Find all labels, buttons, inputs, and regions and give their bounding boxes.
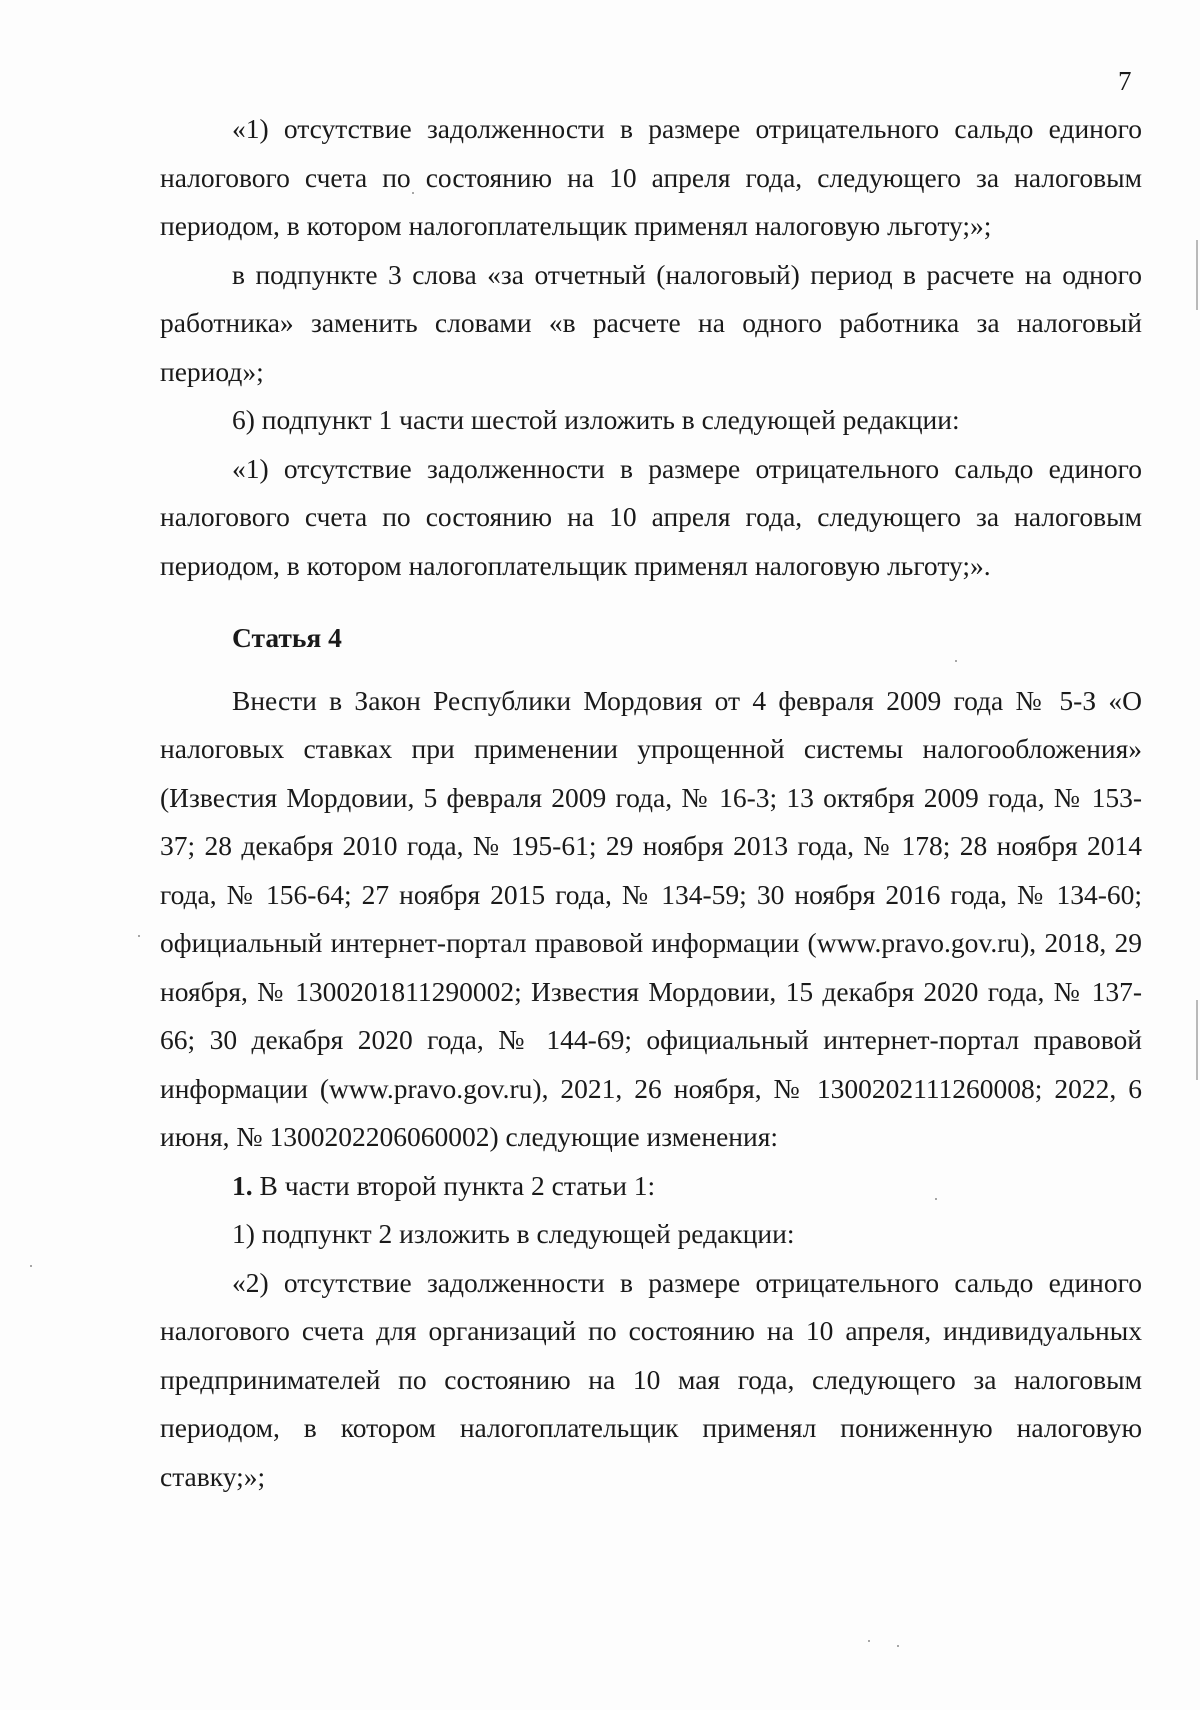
- paragraph-amendment-2: «2) отсутствие задолженности в размере отрицательного сальдо единого налогового счета для организаций по состоянию на 10 апреля, индивидуальных предпринимателей по состоянию на 10 мая года, следующего за налоговым периодом, в котором налогоплательщик применял пониженную налоговую ставку;»;: [160, 1266, 1142, 1492]
- spacer: [160, 663, 1142, 677]
- paragraph-point-1: [160, 1162, 1142, 1211]
- scan-edge-mark: [1196, 1000, 1198, 1080]
- scan-speck: [955, 660, 957, 662]
- paragraph-subpoint-1: 1) подпункт 2 изложить в следующей редакции:: [232, 1218, 795, 1249]
- scan-speck: [30, 1265, 32, 1267]
- scan-speck: [138, 935, 140, 937]
- scan-speck: [897, 1645, 899, 1647]
- article-heading: Статья 4: [232, 622, 342, 653]
- point-number: 1.: [232, 1169, 253, 1201]
- page-number: 7: [1118, 66, 1132, 96]
- paragraph-subclause-3: в подпункте 3 слова «за отчетный (налоговый) период в расчете на одного работника» заменить словами «в расчете на одного работника за налоговый период»;: [160, 258, 1142, 387]
- scan-speck: [935, 1198, 937, 1200]
- scan-edge-mark: [1196, 240, 1198, 310]
- scan-speck: [868, 1640, 870, 1642]
- point-text: В части второй пункта 2 статьи 1:: [252, 1169, 656, 1201]
- paragraph-law-reference: Внести в Закон Республики Мордовия от 4 февраля 2009 года № 5-З «О налоговых ставках при применении упрощенной системы налогообложения» (Известия Мордовии, 5 февраля 2009 года, № 16-3; 13 октября 2009 года, № 153-37; 28 декабря 2010 года, № 195-61; 29 ноября 2013 года, № 178; 28 ноября 2014 года, № 156-64; 27 ноября 2015 года, № 134-59; 30 ноября 2016 года, № 134-60; официальный интернет-портал правовой информации (www.pravo.gov.ru), 2018, 29 ноября, № 1300201811290002; Известия Мордовии, 15 декабря 2020 года, № 137-66; 30 декабря 2020 года, № 144-69; официальный интернет-портал правовой информации (www.pravo.gov.ru), 2021, 26 ноября, № 1300202111260008; 2022, 6 июня, № 1300202206060002) следующие изменения:: [160, 684, 1142, 1152]
- document-body: [160, 105, 1142, 1501]
- paragraph-amendment-1: «1) отсутствие задолженности в размере отрицательного сальдо единого налогового счета по состоянию на 10 апреля года, следующего за налоговым периодом, в котором налогоплательщик применял налоговую льготу;»;: [160, 113, 1142, 241]
- scan-speck: [412, 192, 414, 194]
- paragraph-amendment-1-repeat: «1) отсутствие задолженности в размере отрицательного сальдо единого налогового счета по состоянию на 10 апреля года, следующего за налоговым периодом, в котором налогоплательщик применял налоговую льготу;».: [160, 452, 1142, 581]
- paragraph-item-6: 6) подпункт 1 части шестой изложить в следующей редакции:: [232, 404, 960, 435]
- spacer: [160, 590, 1142, 614]
